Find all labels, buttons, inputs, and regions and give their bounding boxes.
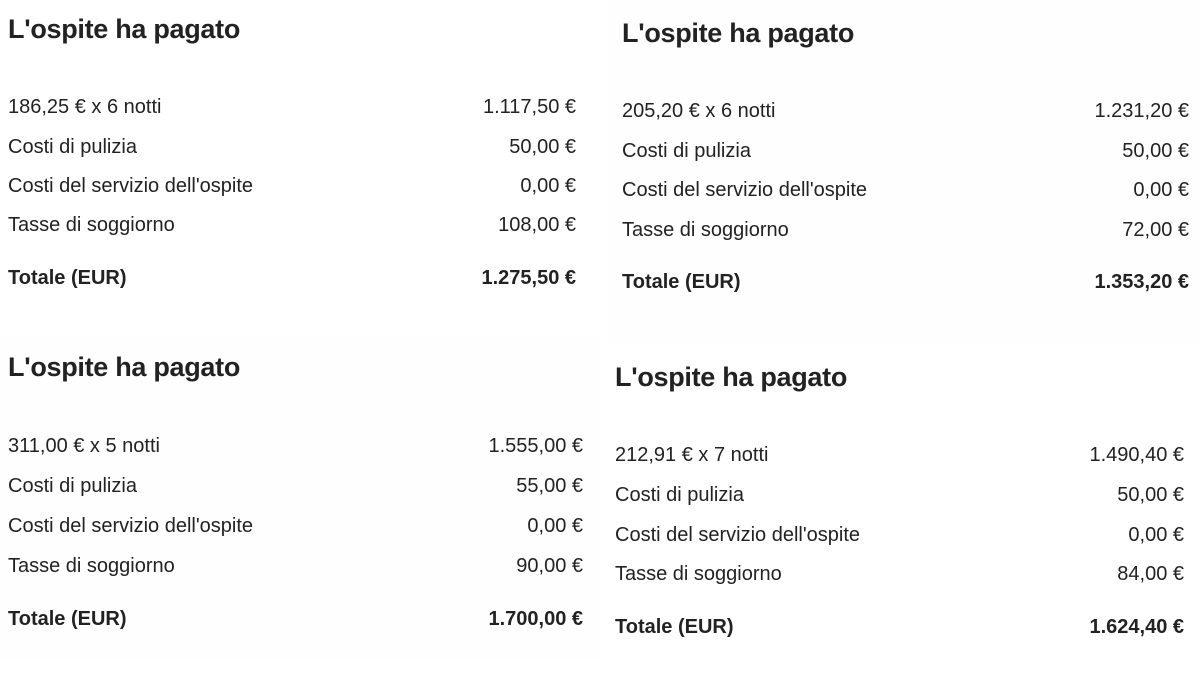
row-label: Tasse di soggiorno bbox=[615, 563, 782, 585]
row-label: 311,00 € x 5 notti bbox=[8, 435, 160, 457]
price-row-service-fee bbox=[8, 175, 576, 198]
row-label: Costi del servizio dell'ospite bbox=[8, 175, 254, 197]
total-label: Totale (EUR) bbox=[615, 616, 734, 638]
price-row-tourist-tax bbox=[615, 563, 1184, 586]
row-amount: 90,00 € bbox=[516, 555, 583, 577]
row-amount: 0,00 € bbox=[527, 515, 583, 537]
row-amount: 1.490,40 € bbox=[1089, 444, 1184, 466]
total-amount: 1.624,40 € bbox=[1089, 616, 1184, 638]
row-label: Costi di pulizia bbox=[622, 140, 751, 162]
total-row bbox=[615, 616, 1184, 639]
row-amount: 72,00 € bbox=[1122, 219, 1189, 241]
total-row bbox=[622, 271, 1189, 294]
row-label: 212,91 € x 7 notti bbox=[615, 444, 769, 466]
total-label: Totale (EUR) bbox=[622, 271, 741, 293]
row-label: Costi del servizio dell'ospite bbox=[615, 524, 861, 546]
price-row-nights bbox=[8, 435, 583, 458]
price-row-nights bbox=[8, 96, 576, 119]
price-row-cleaning bbox=[8, 136, 576, 159]
row-amount: 0,00 € bbox=[1133, 179, 1189, 201]
payment-summary-panel-2 bbox=[607, 0, 1200, 345]
total-row bbox=[8, 608, 583, 631]
row-label: Costi di pulizia bbox=[615, 484, 744, 506]
price-row-cleaning bbox=[622, 140, 1189, 163]
row-amount: 0,00 € bbox=[1128, 524, 1184, 546]
row-amount: 50,00 € bbox=[509, 136, 576, 158]
payment-summary-panel-3 bbox=[0, 335, 600, 660]
price-row-tourist-tax bbox=[8, 555, 583, 578]
panel-title: L'ospite ha pagato bbox=[615, 362, 848, 392]
row-label: Tasse di soggiorno bbox=[8, 555, 175, 577]
row-label: Costi del servizio dell'ospite bbox=[622, 179, 868, 201]
total-amount: 1.353,20 € bbox=[1094, 271, 1189, 293]
row-label: 205,20 € x 6 notti bbox=[622, 100, 776, 122]
row-amount: 50,00 € bbox=[1122, 140, 1189, 162]
row-amount: 1.117,50 € bbox=[482, 96, 576, 118]
total-amount: 1.700,00 € bbox=[488, 608, 583, 630]
price-row-nights bbox=[622, 100, 1189, 123]
row-amount: 0,00 € bbox=[520, 175, 576, 197]
payment-summary-panel-1 bbox=[0, 0, 590, 310]
row-amount: 55,00 € bbox=[516, 475, 583, 497]
price-row-nights bbox=[615, 444, 1184, 467]
price-row-tourist-tax bbox=[622, 219, 1189, 242]
panel-title: L'ospite ha pagato bbox=[622, 18, 855, 48]
row-amount: 84,00 € bbox=[1117, 563, 1184, 585]
row-amount: 108,00 € bbox=[498, 214, 576, 236]
row-label: Costi di pulizia bbox=[8, 136, 137, 158]
total-label: Totale (EUR) bbox=[8, 608, 127, 630]
panel-title: L'ospite ha pagato bbox=[8, 14, 241, 44]
price-row-service-fee bbox=[8, 515, 583, 538]
price-row-cleaning bbox=[8, 475, 583, 498]
row-label: Costi del servizio dell'ospite bbox=[8, 515, 254, 537]
price-row-cleaning bbox=[615, 484, 1184, 507]
row-label: Tasse di soggiorno bbox=[622, 219, 789, 241]
row-amount: 1.231,20 € bbox=[1094, 100, 1189, 122]
row-amount: 50,00 € bbox=[1117, 484, 1184, 506]
total-row bbox=[8, 267, 576, 290]
total-amount: 1.275,50 € bbox=[481, 267, 576, 289]
price-row-service-fee bbox=[615, 524, 1184, 547]
row-label: Tasse di soggiorno bbox=[8, 214, 175, 236]
row-label: Costi di pulizia bbox=[8, 475, 137, 497]
row-label: 186,25 € x 6 notti bbox=[8, 96, 162, 118]
payment-summary-panel-4 bbox=[600, 345, 1200, 675]
row-amount: 1.555,00 € bbox=[488, 435, 583, 457]
price-row-service-fee bbox=[622, 179, 1189, 202]
price-row-tourist-tax bbox=[8, 214, 576, 237]
panel-title: L'ospite ha pagato bbox=[8, 352, 241, 382]
total-label: Totale (EUR) bbox=[8, 267, 127, 289]
